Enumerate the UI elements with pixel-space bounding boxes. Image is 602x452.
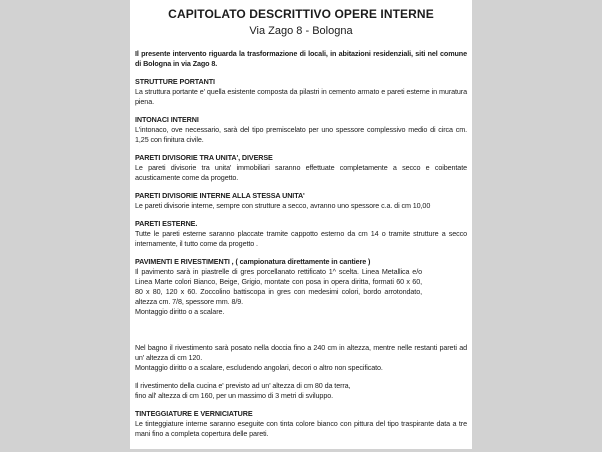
paragraph: Montaggio diritto o a scalare, escludendo angolari, decori o altro non specificato. xyxy=(135,363,383,372)
section-pavimenti-rivestimenti xyxy=(135,257,467,317)
paragraph: Il pavimento sarà in piastrelle di gres porcellanato rettificato 1^ scelta. Linea Metallica e/o Linea Marte colori Bianco, Beige, Grigio, montate con posa in opera diritta, formati 60 x 60, 80 x 80, 120 x 60. Zoccolino battiscopa in gres con medesimi colori, bordo arrotondato, altezza cm. 7/8, spessore mm. 8/9. xyxy=(135,267,422,306)
paragraph: Montaggio diritto o a scalare. xyxy=(135,307,225,316)
section-pareti-divisorie-interne xyxy=(135,191,467,211)
page-title: CAPITOLATO DESCRITTIVO OPERE INTERNE xyxy=(168,7,434,21)
section-tinteggiature xyxy=(135,409,467,439)
section-strutture-portanti xyxy=(135,77,467,107)
section-heading: TINTEGGIATURE E VERNICIATURE xyxy=(135,409,253,418)
paragraph: L'intonaco, ove necessario, sarà del tipo premiscelato per uno spessore complessivo medio di circa cm. 1,25 con finitura civile. xyxy=(135,125,467,144)
paragraph: Il rivestimento della cucina e' previsto ad un' altezza di cm 80 da terra, xyxy=(135,381,351,390)
paragraph: Le tinteggiature interne saranno eseguite con tinta colore bianco con pittura del tipo traspirante data a tre mani fino a completa copertura delle pareti. xyxy=(135,419,467,438)
paragraph: Tutte le pareti esterne saranno placcate tramite cappotto esterno da cm 14 o tramite strutture a secco internamente, il tutto come da progetto . xyxy=(135,229,467,248)
section-rivestimento-bagno xyxy=(135,343,467,373)
paragraph: Nel bagno il rivestimento sarà posato nella doccia fino a 240 cm in altezza, mentre nelle restanti pareti ad un' altezza di cm 120. xyxy=(135,343,467,362)
page-subtitle: Via Zago 8 - Bologna xyxy=(249,25,353,37)
paragraph: La struttura portante e' quella esistente composta da pilastri in cemento armato e pareti esterne in muratura piena. xyxy=(135,87,467,106)
section-pareti-esterne xyxy=(135,219,467,249)
section-heading: PAVIMENTI E RIVESTIMENTI , ( campionatura direttamente in cantiere ) xyxy=(135,257,371,266)
section-heading: PARETI DIVISORIE INTERNE ALLA STESSA UNITA' xyxy=(135,191,305,200)
section-heading: PARETI ESTERNE. xyxy=(135,219,198,228)
section-rivestimento-cucina xyxy=(135,381,467,401)
section-pareti-divisorie-tra-unita xyxy=(135,153,467,183)
section-intonaci-interni xyxy=(135,115,467,145)
document-page xyxy=(130,0,472,449)
paragraph: fino all' altezza di cm 160, per un massimo di 3 metri di sviluppo. xyxy=(135,391,334,400)
section-heading: PARETI DIVISORIE TRA UNITA', DIVERSE xyxy=(135,153,273,162)
paragraph: Le pareti divisorie tra unita' immobiliari saranno effettuate completamente a secco e coibentate acusticamente come da progetto. xyxy=(135,163,467,182)
intro-paragraph: Il presente intervento riguarda la trasformazione di locali, in abitazioni residenziali, siti nel comune di Bologna in via Zago 8. xyxy=(135,49,467,68)
section-heading: INTONACI INTERNI xyxy=(135,115,199,124)
paragraph: Le pareti divisorie interne, sempre con strutture a secco, avranno uno spessore c.a. di cm 10,00 xyxy=(135,201,431,210)
section-heading: STRUTTURE PORTANTI xyxy=(135,77,215,86)
